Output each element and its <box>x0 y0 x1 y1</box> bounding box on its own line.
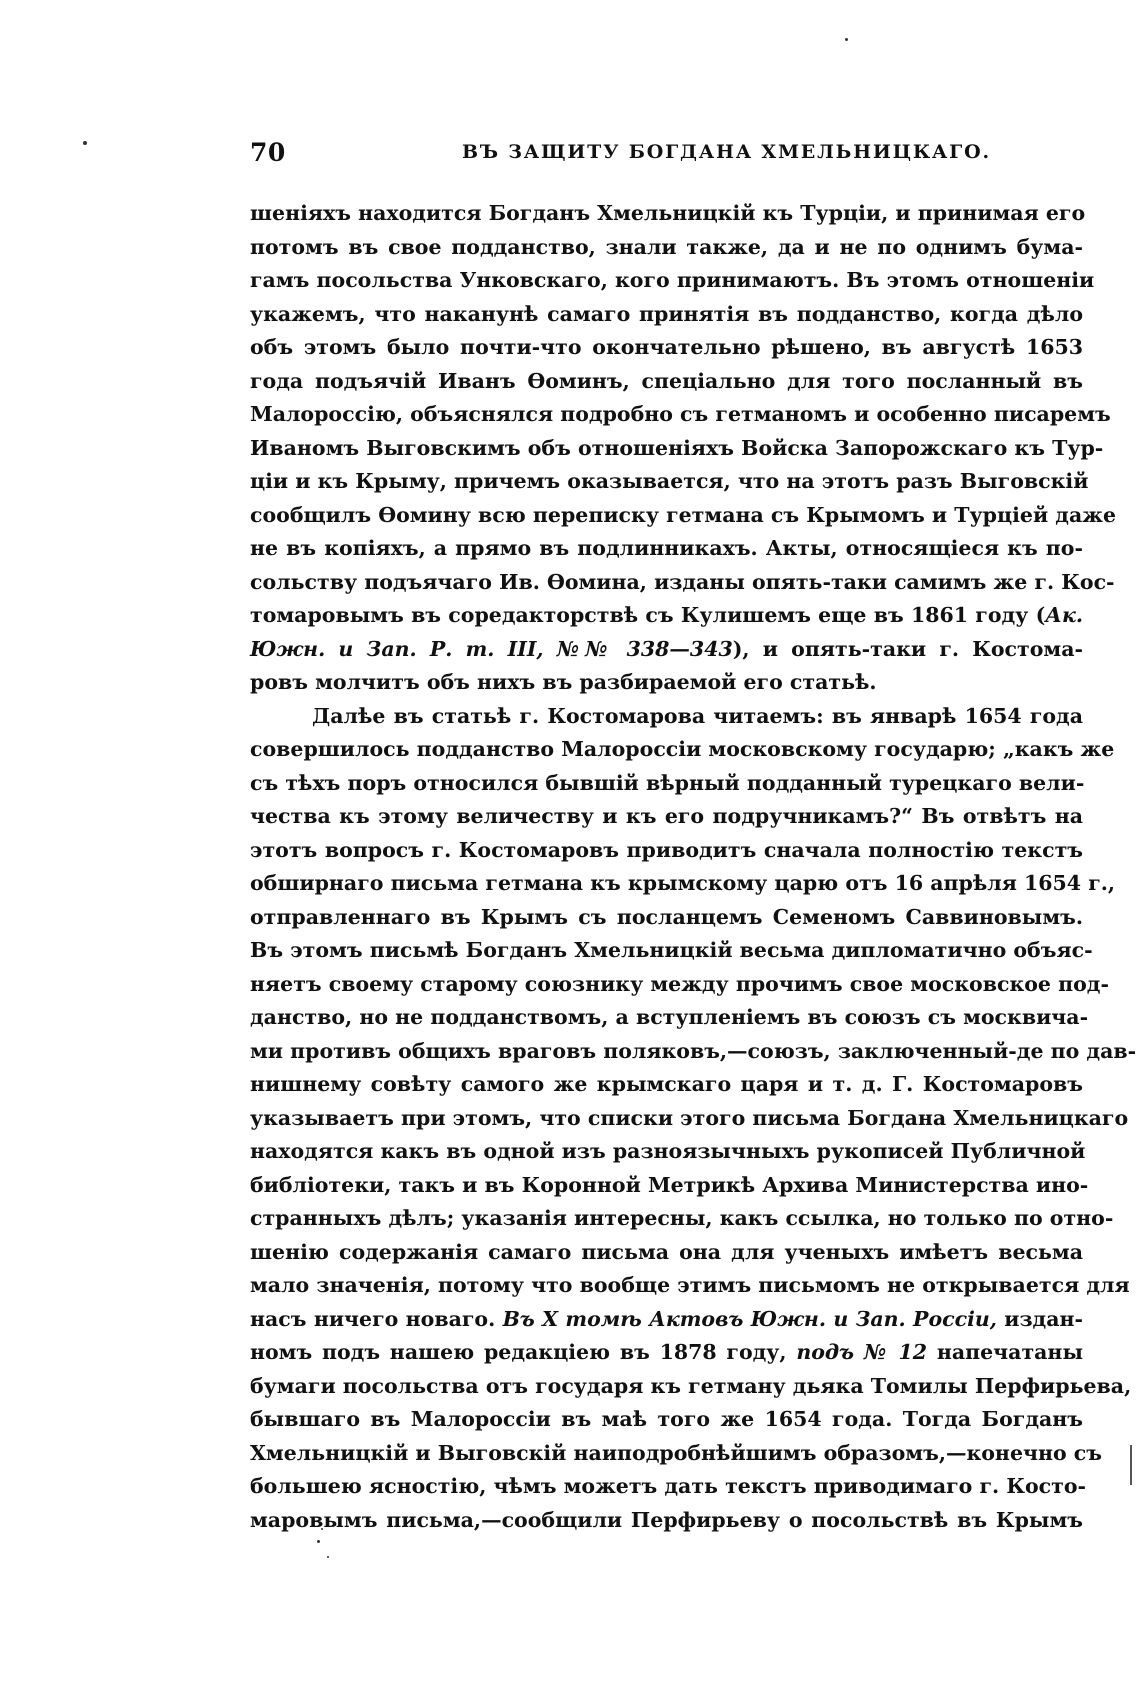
text-line: Южн. и Зап. Р. т. III, №№ 338—343), и опять-таки г. Костома- <box>250 636 1084 661</box>
page-header <box>250 138 1083 178</box>
text-line: съ тѣхъ поръ относился бывшій вѣрный подданный турецкаго вели- <box>250 770 1085 795</box>
text-line: мало значенія, потому что вообще этимъ письмомъ не открывается для <box>250 1273 1130 1297</box>
text-line-paragraph-end: ровъ молчитъ объ нихъ въ разбираемой его статьѣ. <box>250 670 877 694</box>
page-number: 70 <box>250 138 286 167</box>
italic-citation: Въ X томѣ Актовъ Южн. и Зап. Россіи, <box>502 1306 997 1331</box>
text-line: номъ подъ нашею редакціею въ 1878 году, подъ № 12 напечатаны <box>250 1340 1083 1364</box>
text-line: указываетъ при этомъ, что списки этого письма Богдана Хмельницкаго <box>250 1105 1129 1130</box>
text-line: чества къ этому величеству и къ его подручникамъ?“ Въ отвѣтъ на <box>250 804 1083 828</box>
scan-speck <box>317 1540 320 1543</box>
text-line: гамъ посольства Унковскаго, кого принимаютъ. Въ этомъ отношеніи <box>250 268 1095 292</box>
text-line: нишнему совѣту самого же крымскаго царя и т. д. Г. Костомаровъ <box>250 1072 1083 1096</box>
text-line: шеніяхъ находится Богданъ Хмельницкій къ Турціи, и принимая его <box>250 201 1086 225</box>
text-line: томаровымъ въ соредакторствѣ съ Кулишемъ еще въ 1861 году (Ак. <box>250 603 1083 627</box>
italic-citation: Ак. <box>1045 603 1083 627</box>
text-line: ціи и къ Крыму, причемъ оказывается, что на этотъ разъ Выговскій <box>250 469 1089 493</box>
scan-speck <box>83 141 87 145</box>
text-line: отправленнаго въ Крымъ съ посланцемъ Семеномъ Саввиновымъ. <box>250 904 1083 929</box>
scan-speck <box>327 1556 329 1558</box>
body-text <box>250 197 1137 1537</box>
text-line: бывшаго въ Малороссіи въ маѣ того же 1654 года. Тогда Богданъ <box>250 1407 1083 1431</box>
text-line: шенію содержанія самаго письма она для ученыхъ имѣетъ весьма <box>250 1239 1083 1264</box>
text-line: насъ ничего новаго. Въ X томѣ Актовъ Южн. и Зап. Россіи, издан- <box>250 1306 1084 1331</box>
text-line: ми противъ общихъ враговъ поляковъ,—союзъ, заключенный-де по дав- <box>250 1038 1137 1063</box>
text-line-paragraph-start: Далѣе въ статьѣ г. Костомарова читаемъ: въ январѣ 1654 года <box>312 703 1083 728</box>
text-line: маровымъ письма,—сообщили Перфирьеву о посольствѣ въ Крымъ <box>250 1507 1083 1532</box>
text-line: укажемъ, что наканунѣ самаго принятія въ подданство, когда дѣло <box>250 301 1083 326</box>
running-title: ВЪ ЗАЩИТУ БОГДАНА ХМЕЛЬНИЦКАГО. <box>462 141 991 163</box>
text-line: данство, но не подданствомъ, а вступленіемъ въ союзъ съ москвича- <box>250 1005 1089 1029</box>
text-line: года подъячій Иванъ Ѳоминъ, спеціально для того посланный въ <box>250 368 1083 393</box>
italic-citation: Южн. и Зап. Р. т. III, №№ 338—343 <box>250 636 733 661</box>
text-line: обширнаго письма гетмана къ крымскому царю отъ 16 апрѣля 1654 г., <box>250 871 1116 895</box>
text-line: бумаги посольства отъ государя къ гетману дьяка Томилы Перфирьева, <box>250 1373 1132 1398</box>
text-line: находятся какъ въ одной изъ разноязычныхъ рукописей Публичной <box>250 1139 1086 1163</box>
text-line: большею ясностію, чѣмъ можетъ дать текстъ приводимаго г. Косто- <box>250 1474 1087 1498</box>
text-line: сообщилъ Ѳомину всю переписку гетмана съ Крымомъ и Турціей даже <box>250 502 1116 527</box>
text-line: няетъ своему старому союзнику между прочимъ свое московское под- <box>250 971 1109 996</box>
text-line: Иваномъ Выговскимъ объ отношеніяхъ Войска Запорожскаго къ Тур- <box>250 435 1104 460</box>
text-line: совершилось подданство Малороссіи московскому государю; „какъ же <box>250 737 1115 761</box>
text-line: сольству подъячаго Ив. Ѳомина, изданы опять-таки самимъ же г. Кос- <box>250 569 1115 594</box>
text-line: не въ копіяхъ, а прямо въ подлинникахъ. Акты, относящіеся къ по- <box>250 536 1083 560</box>
italic-citation: подъ № 12 <box>796 1340 928 1364</box>
text-line: странныхъ дѣлъ; указанія интересны, какъ ссылка, но только по отно- <box>250 1206 1114 1230</box>
text-line: библіотеки, такъ и въ Коронной Метрикѣ Архива Министерства ино- <box>250 1172 1089 1197</box>
text-line: объ этомъ было почти-что окончательно рѣшено, въ августѣ 1653 <box>250 335 1083 359</box>
text-line: потомъ въ свое подданство, знали также, да и не по однимъ бума- <box>250 234 1083 259</box>
scan-edge-mark <box>1130 1445 1132 1485</box>
text-line: Хмельницкій и Выговскій наиподробнѣйшимъ образомъ,—конечно съ <box>250 1440 1103 1465</box>
text-line: Въ этомъ письмѣ Богданъ Хмельницкій весьма дипломатично объяс- <box>250 938 1093 962</box>
text-line: Малороссію, объяснялся подробно съ гетманомъ и особенно писаремъ <box>250 402 1111 426</box>
scan-speck <box>845 38 848 41</box>
text-line: этотъ вопросъ г. Костомаровъ приводитъ сначала полностію текстъ <box>250 837 1083 862</box>
